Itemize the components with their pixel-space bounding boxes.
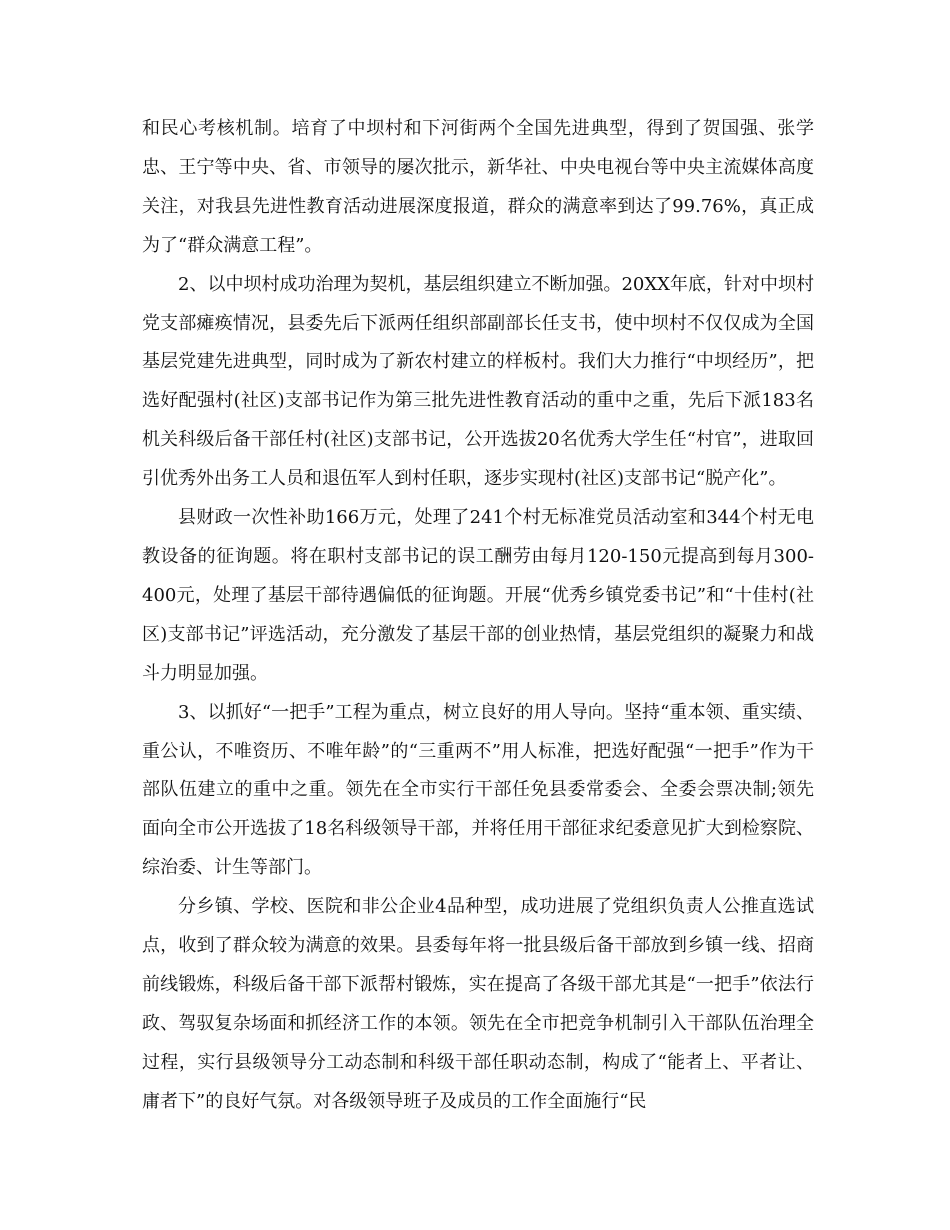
document-body [142,110,814,1122]
paragraph-5: 分乡镇、学校、医院和非公企业4品种型，成功进展了党组织负责人公推直选试点，收到了群众较为满意的效果。县委每年将一批县级后备干部放到乡镇一线、招商前线锻炼，科级后备干部下派帮村锻炼，实在提高了各级干部尤其是“一把手”依法行政、驾驭复杂场面和抓经济工作的本领。领先在全市把竞争机制引入干部队伍治理全过程，实行县级领导分工动态制和科级干部任职动态制，构成了“能者上、平者让、庸者下”的良好气氛。对各级领导班子及成员的工作全面施行“民 [142,896,814,1112]
paragraph-1: 和民心考核机制。培育了中坝村和下河街两个全国先进典型，得到了贺国强、张学忠、王宁等中央、省、市领导的屡次批示，新华社、中央电视台等中央主流媒体高度关注，对我县先进性教育活动进展深度报道，群众的满意率到达了99.76%，真正成为了“群众满意工程”。 [142,118,814,256]
paragraph-4: 3、以抓好“一把手”工程为重点，树立良好的用人导向。坚持“重本领、重实绩、重公认，不唯资历、不唯年龄”的“三重两不”用人标准，把选好配强“一把手”作为干部队伍建立的重中之重。领先在全市实行干部任免县委常委会、全委会票决制;领先面向全市公开选拔了18名科级领导干部，并将任用干部征求纪委意见扩大到检察院、综治委、计生等部门。 [142,701,814,879]
paragraph-2: 2、以中坝村成功治理为契机，基层组织建立不断加强。20XX年底，针对中坝村党支部瘫痪情况，县委先后下派两任组织部副部长任支书，使中坝村不仅仅成为全国基层党建先进典型，同时成为了新农村建立的样板村。我们大力推行“中坝经历”，把选好配强村(社区)支部书记作为第三批先进性教育活动的重中之重，先后下派183名机关科级后备干部任村(社区)支部书记，公开选拔20名优秀大学生任“村官”，进取回引优秀外出务工人员和退伍军人到村任职，逐步实现村(社区)支部书记“脱产化”。 [142,273,814,490]
paragraph-3: 县财政一次性补助166万元，处理了241个村无标准党员活动室和344个村无电教设备的征询题。将在职村支部书记的误工酬劳由每月120-150元提高到每月300-400元，处理了基层干部待遇偏低的征询题。开展“优秀乡镇党委书记”和“十佳村(社区)支部书记”评选活动，充分激发了基层干部的创业热情，基层党组织的凝聚力和战斗力明显加强。 [142,507,814,684]
